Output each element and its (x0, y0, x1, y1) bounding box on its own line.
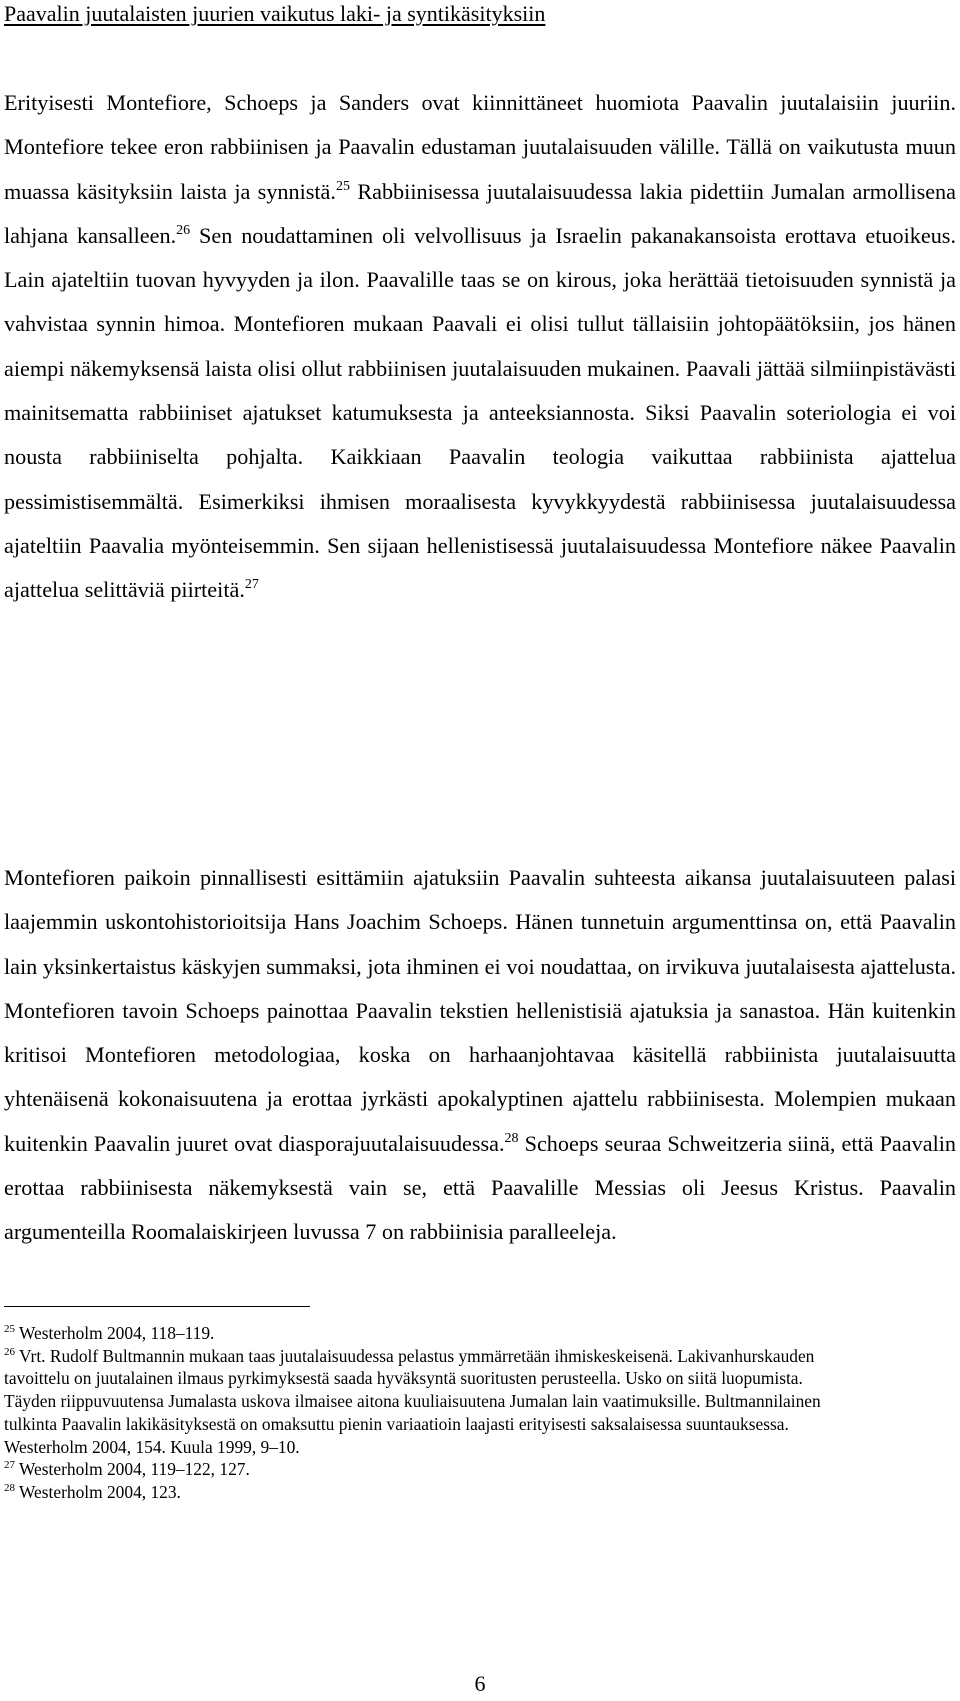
body-paragraph-1 (4, 81, 956, 613)
footnote-ref-25: 25 (335, 178, 350, 194)
paragraph-text: Montefioren paikoin pinnallisesti esittämiin ajatuksiin Paavalin suhteesta aikansa juutalaisuuteen palasi laajemmin uskontohistorioitsija Hans Joachim Schoeps. Hänen tunnetuin argumenttinsa on, että Paavalin lain yksinkertaistus käskyjen summaksi, jota ihminen ei voi noudattaa, on irvikuva juutalaisesta ajattelusta. Montefioren tavoin Schoeps painottaa Paavalin tekstien hellenistisiä ajatuksia ja sanastoa. Hän kuitenkin kritisoi Montefioren metodologiaa, koska on harhaanjohtavaa käsitellä rabbiinista juutalaisuutta yhtenäisenä kokonaisuutena ja erottaa jyrkästi apokalyptinen ajattelu rabbiinisesta. Molempien mukaan kuitenkin Paavalin juuret ovat diasporajuutalaisuudessa. (4, 865, 956, 1156)
footnote-25 (4, 1322, 844, 1345)
footnote-separator (4, 1306, 310, 1307)
footnote-text: Vrt. Rudolf Bultmannin mukaan taas juutalaisuudessa pelastus ymmärretään ihmiskeskeisenä. Lakivanhurskauden tavoittelu on juutalainen ilmaus pyrkimyksestä saada hyväksyntä suoritusten perusteella. Usko on siitä luopumista. Täyden riippuvuutensa Jumalasta uskova ilmaisee aitona kuuliaisuutena Jumalan lain vaatimuksille. Bultmannilainen tulkinta Paavalin lakikäsityksestä on omaksuttu pienin variaatioin laajasti erityisesti saksalaisessa suuntauksessa. Westerholm 2004, 154. Kuula 1999, 9–10. (4, 1345, 821, 1457)
footnote-number: 25 (4, 1323, 15, 1335)
footnote-26 (4, 1345, 844, 1459)
footnote-ref-26: 26 (176, 222, 191, 238)
footnote-text: Westerholm 2004, 123. (15, 1481, 181, 1502)
paragraph-text: Erityisesti Montefiore, Schoeps ja Sanders ovat kiinnittäneet huomiota Paavalin juutalaisiin juuriin. Montefiore tekee eron rabbiinisen ja Paavalin edustaman juutalaisuuden välille. Tällä on vaikutusta muun muassa käsityksiin laista ja synnistä. (4, 90, 956, 204)
footnote-ref-28: 28 (504, 1130, 519, 1146)
footnote-text: Westerholm 2004, 119–122, 127. (15, 1459, 250, 1480)
paragraph-text: Schoeps seuraa Schweitzeria siinä, että Paavalin erottaa rabbiinisesta näkemyksestä vain se, että Paavalille Messias oli Jeesus Kristus. Paavalin argumenteilla Roomalaiskirjeen luvussa 7 on rabbiinisia paralleeleja. (4, 1130, 956, 1245)
footnote-28 (4, 1481, 844, 1504)
paragraph-text: Rabbiinisessa juutalaisuudessa lakia pidettiin Jumalan armollisena lahjana kansalleen. (4, 178, 956, 248)
footnote-27 (4, 1458, 844, 1481)
footnote-ref-27: 27 (244, 577, 259, 593)
footnote-number: 28 (4, 1481, 15, 1494)
body-paragraph-2 (4, 856, 956, 1255)
paragraph-text: Sen noudattaminen oli velvollisuus ja Israelin pakanakansoista erottava etuoikeus. Lain ajateltiin tuovan hyvyyden ja ilon. Paavalille taas se on kirous, joka herättää tietoisuuden synnistä ja vahvistaa synnin himoa. Montefioren mukaan Paavali ei olisi tullut tällaisiin johtopäätöksiin, jos hänen aiempi näkemyksensä laista olisi ollut rabbiinisen juutalaisuuden mukainen. Paavali jättää silmiinpistävästi mainitsematta rabbiiniset ajatukset katumuksesta ja anteeksiannosta. Siksi Paavalin soteriologia ei voi nousta rabbiiniselta pohjalta. Kaikkiaan Paavalin teologia vaikuttaa rabbiinista ajattelua pessimistisemmältä. Esimerkiksi ihmisen moraalisesta kyvykkyydestä rabbiinisessa juutalaisuudessa ajateltiin Paavalia myönteisemmin. Sen sijaan hellenistisessä juutalaisuudessa Montefiore näkee Paavalin ajattelua selittäviä piirteitä. (4, 222, 956, 603)
footnote-number: 26 (4, 1345, 15, 1358)
page-number: 6 (474, 1671, 486, 1696)
footnote-number: 27 (4, 1459, 15, 1472)
footnotes (4, 1322, 844, 1504)
footnote-text: Westerholm 2004, 118–119. (15, 1323, 215, 1343)
section-heading: Paavalin juutalaisten juurien vaikutus laki- ja syntikäsityksiin (4, 1, 546, 26)
